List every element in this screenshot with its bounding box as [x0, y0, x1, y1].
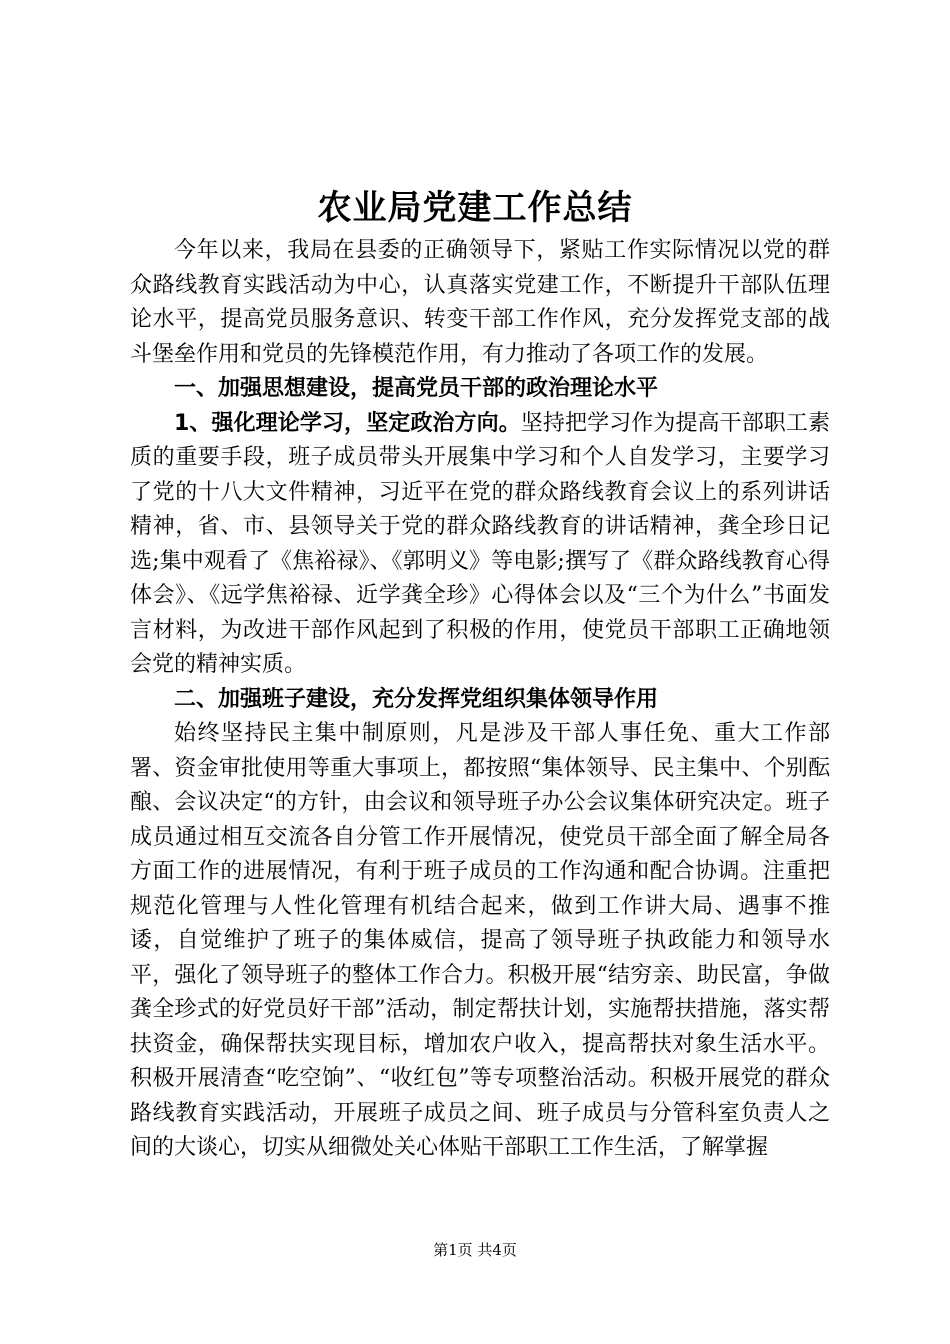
section1-item1-text: 坚持把学习作为提高干部职工素质的重要手段，班子成员带头开展集中学习和个人自发学习，主要学习了党的十八大文件精神，习近平在党的群众路线教育会议上的系列讲话精神，省、市、县领导关于党的群众路线教育的讲话精神，龚全珍日记选;集中观看了《焦裕禄》、《郭明义》等电影;撰写了《群众路线教育心得体会》、《远学焦裕禄、近学龚全珍》心得体会以及“三个为什么”书面发言材料，为改进干部作风起到了积极的作用，使党员干部职工正确地领会党的精神实质。: [130, 410, 830, 677]
section1-item1-lead: 1、强化理论学习，坚定政治方向。: [174, 410, 521, 436]
intro-paragraph: 今年以来，我局在县委的正确领导下，紧贴工作实际情况以党的群众路线教育实践活动为中心，认真落实党建工作，不断提升干部队伍理论水平，提高党员服务意识、转变干部工作作风，充分发挥党支部的战斗堡垒作用和党员的先锋模范作用，有力推动了各项工作的发展。: [130, 238, 830, 367]
section1-item1-paragraph: [130, 407, 830, 683]
document-body: [130, 234, 830, 1166]
section2-paragraph: 始终坚持民主集中制原则，凡是涉及干部人事任免、重大工作部署、资金审批使用等重大事项上，都按照“集体领导、民主集中、个别酝酿、会议决定“的方针，由会议和领导班子办公会议集体研究决定。班子成员通过相互交流各自分管工作开展情况，使党员干部全面了解全局各方面工作的进展情况，有利于班子成员的工作沟通和配合协调。注重把规范化管理与人性化管理有机结合起来，做到工作讲大局、遇事不推诿，自觉维护了班子的集体威信，提高了领导班子执政能力和领导水平，强化了领导班子的整体工作合力。积极开展“结穷亲、助民富，争做龚全珍式的好党员好干部”活动，制定帮扶计划，实施帮扶措施，落实帮扶资金，确保帮扶实现目标，增加农户收入，提高帮扶对象生活水平。积极开展清查“吃空饷”、“收红包”等专项整治活动。积极开展党的群众路线教育实践活动，开展班子成员之间、班子成员与分管科室负责人之间的大谈心，切实从细微处关心体贴干部职工工作生活，了解掌握: [130, 721, 830, 1160]
document-title: 农业局党建工作总结: [317, 188, 633, 228]
section-heading-2: 二、加强班子建设，充分发挥党组织集体领导作用: [174, 686, 659, 712]
page-number-footer: 第1页 共4页: [433, 1241, 517, 1259]
section-heading-1: 一、加强思想建设，提高党员干部的政治理论水平: [174, 376, 659, 401]
